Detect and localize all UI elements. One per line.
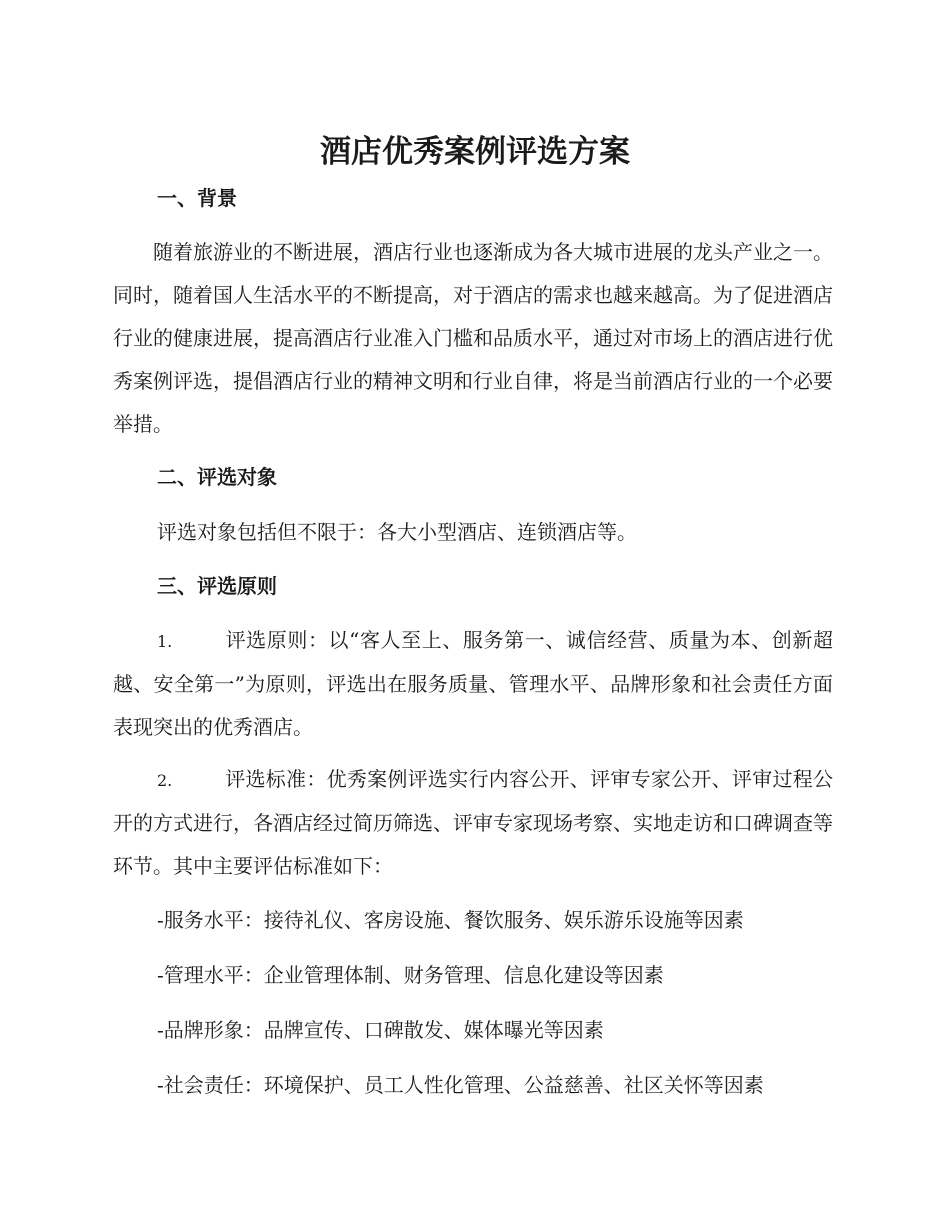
criteria-brand: -品牌形象：品牌宣传、口碑散发、媒体曝光等因素 (157, 1018, 604, 1042)
criteria-social: -社会责任：环境保护、员工人性化管理、公益慈善、社区关怀等因素 (157, 1073, 764, 1097)
criteria-service: -服务水平：接待礼仪、客房设施、餐饮服务、娱乐游乐设施等因素 (157, 908, 744, 932)
section-heading-background: 一、背景 (157, 186, 237, 210)
section-heading-targets: 二、评选对象 (157, 465, 277, 489)
list-number: 2. (157, 771, 173, 790)
background-paragraph: 随着旅游业的不断进展，酒店行业也逐渐成为各大城市进展的龙头产业之一。同时，随着国人生活水平的不断提高，对于酒店的需求也越来越高。为了促进酒店行业的健康进展，提高酒店行业准入门槛和品质水平，通过对市场上的酒店进行优秀案例评选，提倡酒店行业的精神文明和行业自律，将是当前酒店行业的一个必要举措。 (113, 240, 833, 436)
list-number: 1. (157, 632, 173, 651)
principle-item-2 (113, 758, 833, 888)
list-item-text: 评选标准：优秀案例评选实行内容公开、评审专家公开、评审过程公开的方式进行，各酒店经过简历筛选、评审专家现场考察、实地走访和口碑调查等环节。其中主要评估标准如下： (113, 767, 833, 878)
document-title: 酒店优秀案例评选方案 (320, 134, 630, 170)
list-item-text: 评选原则：以“客人至上、服务第一、诚信经营、质量为本、创新超越、安全第一”为原则，评选出在服务质量、管理水平、品牌形象和社会责任方面表现突出的优秀酒店。 (113, 628, 833, 739)
principle-item-1 (113, 619, 833, 749)
criteria-management: -管理水平：企业管理体制、财务管理、信息化建设等因素 (157, 963, 664, 987)
section-heading-principles: 三、评选原则 (157, 574, 277, 598)
targets-paragraph: 评选对象包括但不限于：各大小型酒店、连锁酒店等。 (157, 520, 637, 544)
